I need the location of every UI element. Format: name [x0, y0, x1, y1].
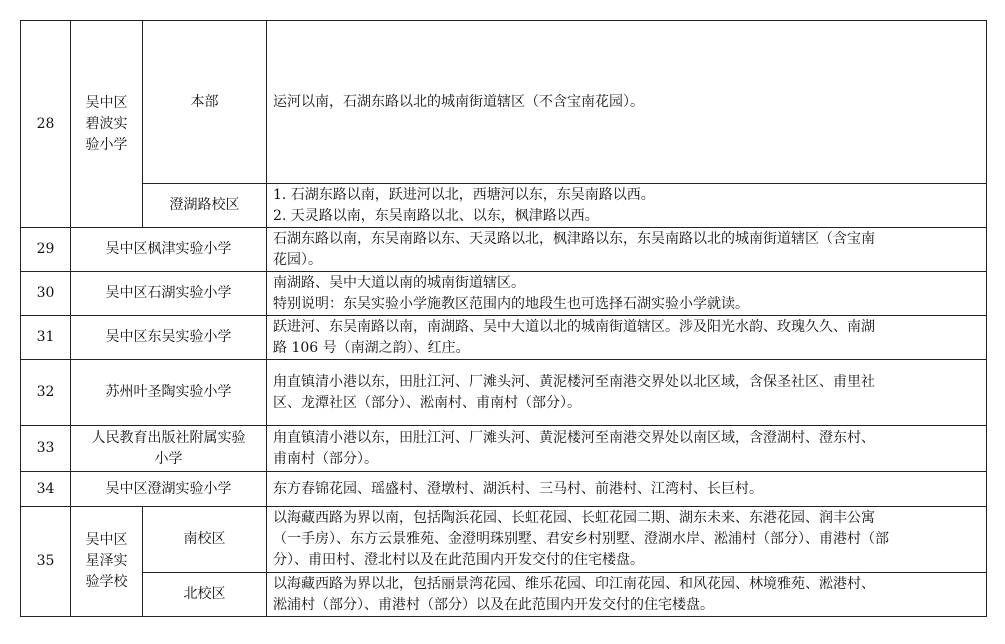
row-number: 28 — [21, 21, 71, 228]
district-description: 东方春锦花园、瑶盛村、澄墩村、湖浜村、三马村、前港村、江湾村、长巨村。 — [267, 472, 987, 507]
table-row — [21, 472, 987, 507]
table-row — [21, 184, 987, 228]
table-row — [21, 360, 987, 426]
school-name: 吴中区澄湖实验小学 — [71, 472, 267, 507]
district-description: 石湖东路以南，东吴南路以东、天灵路以北，枫津路以东，东吴南路以北的城南街道辖区（含宝南 花园）。 — [267, 228, 987, 272]
row-number: 34 — [21, 472, 71, 507]
campus-name: 澄湖路校区 — [143, 184, 267, 228]
school-name: 吴中区枫津实验小学 — [71, 228, 267, 272]
table-row — [21, 272, 987, 316]
district-description: 甪直镇清小港以东，田肚江河、厂滩头河、黄泥楼河至南港交界处以南区域，含澄湖村、澄东村、 甫南村（部分）。 — [267, 426, 987, 472]
table-row — [21, 21, 987, 184]
table-row — [21, 228, 987, 272]
table-row — [21, 507, 987, 573]
school-district-table — [20, 20, 987, 617]
school-name: 苏州叶圣陶实验小学 — [71, 360, 267, 426]
district-description: 以海藏西路为界以北，包括丽景湾花园、维乐花园、印江南花园、和风花园、林境雅苑、淞港村、 淞浦村（部分）、甫港村（部分）以及在此范围内开发交付的住宅楼盘。 — [267, 573, 987, 617]
district-description: 甪直镇清小港以东，田肚江河、厂滩头河、黄泥楼河至南港交界处以北区域，含保圣社区、甫里社 区、龙潭社区（部分）、淞南村、甫南村（部分）。 — [267, 360, 987, 426]
row-number: 33 — [21, 426, 71, 472]
row-number: 29 — [21, 228, 71, 272]
campus-name: 本部 — [143, 21, 267, 184]
district-description: 以海藏西路为界以南，包括陶浜花园、长虹花园、长虹花园二期、湖东未来、东港花园、润丰公寓 （一手房）、东方云景雅苑、金澄明珠别墅、君安乡村别墅、澄湖水岸、淞浦村（部分）、甫港村（部 分）、甫田村、澄北村以及在此范围内开发交付的住宅楼盘。 — [267, 507, 987, 573]
district-description: 南湖路、吴中大道以南的城南街道辖区。 特别说明：东吴实验小学施教区范围内的地段生也可选择石湖实验小学就读。 — [267, 272, 987, 316]
row-number: 31 — [21, 316, 71, 360]
campus-name: 北校区 — [143, 573, 267, 617]
school-name: 吴中区 碧波实 验小学 — [71, 21, 143, 228]
row-number: 35 — [21, 507, 71, 617]
table-row — [21, 426, 987, 472]
table-row — [21, 573, 987, 617]
school-name: 吴中区东吴实验小学 — [71, 316, 267, 360]
campus-name: 南校区 — [143, 507, 267, 573]
school-name: 吴中区石湖实验小学 — [71, 272, 267, 316]
row-number: 32 — [21, 360, 71, 426]
school-name: 吴中区 星泽实 验学校 — [71, 507, 143, 617]
row-number: 30 — [21, 272, 71, 316]
district-description: 运河以南，石湖东路以北的城南街道辖区（不含宝南花园）。 — [267, 21, 987, 184]
district-description: 跃进河、东吴南路以南，南湖路、吴中大道以北的城南街道辖区。涉及阳光水韵、玫瑰久久、南湖 路 106 号（南湖之韵）、红庄。 — [267, 316, 987, 360]
school-name: 人民教育出版社附属实验 小学 — [71, 426, 267, 472]
table-row — [21, 316, 987, 360]
district-description: 1. 石湖东路以南，跃进河以北，西塘河以东，东吴南路以西。 2. 天灵路以南，东吴南路以北、以东，枫津路以西。 — [267, 184, 987, 228]
